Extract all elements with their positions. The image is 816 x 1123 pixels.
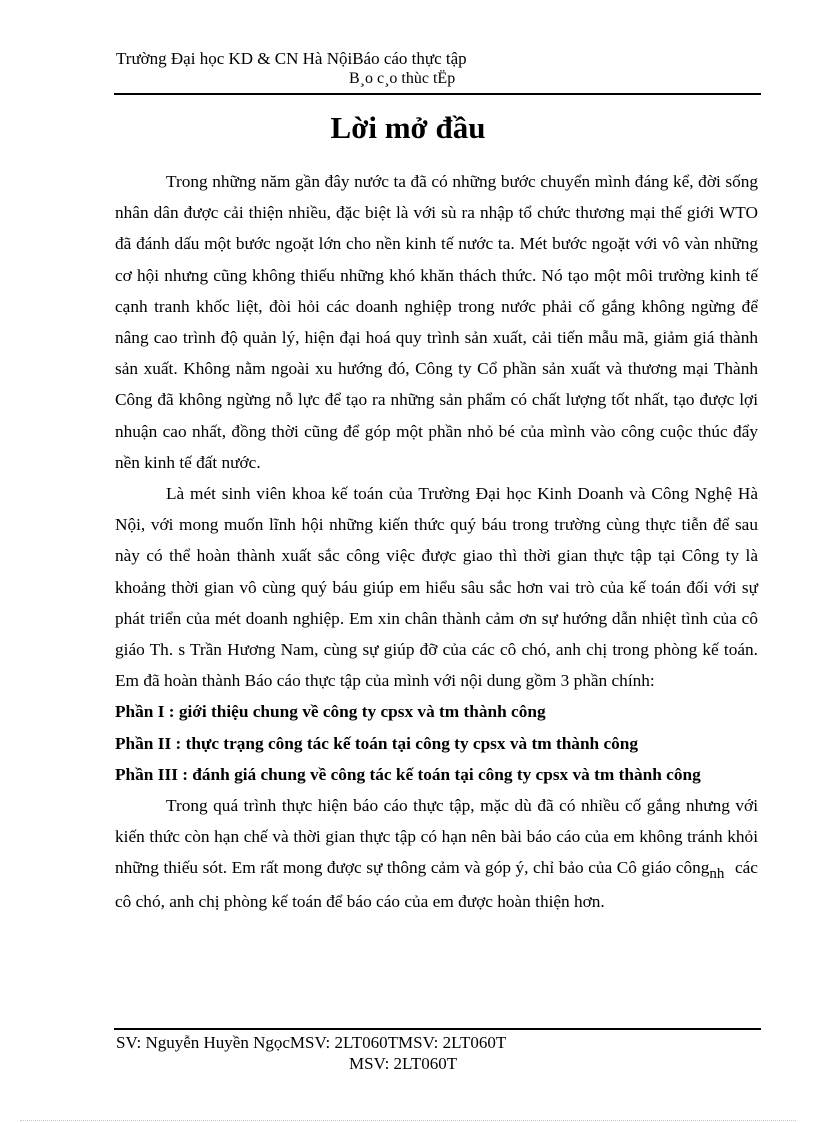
- page-bottom-dotted-border: [20, 1120, 796, 1121]
- page-header-line2: B¸o c¸o thùc tËp: [349, 70, 456, 87]
- header-divider: [114, 93, 761, 95]
- paragraph-student: Là mét sinh viên khoa kế toán của Trường Đại học Kinh Doanh và Công Nghệ Hà Nội, với mong muốn lĩnh hội những kiến thức quý báu trong trường cùng thực tiễn để sau này có thể hoàn thành xuất sắc công việc được giao thì thời gian thực tập tại Công ty là khoảng thời gian vô cùng quý báu giúp em hiểu sâu sắc hơn vai trò của kế toán đối với sự phát triển của mét doanh nghiệp. Em xin chân thành cảm ơn sự hướng dẫn nhiệt tình của cô giáo Th. s Trần Hương Nam, cùng sự giúp đỡ của các cô chó, anh chị trong phòng kế toán. Em đã hoàn thành Báo cáo thực tập của mình với nội dung gồm 3 phần chính:: [115, 484, 758, 691]
- closing-text-a: Trong quá trình thực hiện báo cáo thực tập, mặc dù đã có nhiều cố gắng nhưng với kiến thức còn hạn chế và thời gian thực tập có hạn nên bài báo cáo của em không tránh khỏi những thiếu sót. Em rất mong được sự thông cảm và góp ý, chỉ bảo của Cô giáo công: [115, 796, 758, 878]
- part-1-heading: Phần I : giới thiệu chung về công ty cpsx và tm thành công: [115, 702, 546, 722]
- page-title: Lời mở đầu: [330, 110, 486, 145]
- paragraph-intro: Trong những năm gần đây nước ta đã có những bước chuyển mình đáng kể, đời sống nhân dân được cải thiện nhiều, đặc biệt là với sù ra nhập tổ chức thương mại thế giới WTO đã đánh dấu một bước ngoặt lớn cho nền kinh tế nước ta. Mét bước ngoặt với vô vàn những cơ hội nhưng cũng không thiếu những khó khăn thách thức. Nó tạo một môi trường kinh tế cạnh tranh khốc liệt, đòi hỏi các doanh nghiệp trong nước phải cố gắng không ngừng để nâng cao trình độ quản lý, hiện đại hoá quy trình sản xuất, cải tiến mẫu mã, giảm giá thành sản xuất. Không nằm ngoài xu hướng đó, Công ty Cổ phần sản xuất và thương mại Thành Công đã không ngừng nỗ lực để tạo ra những sản phẩm có chất lượng tốt nhất, tạo được lợi nhuận cao nhất, đồng thời cũng để góp một phần nhỏ bé của mình vào công cuộc thúc đẩy nền kinh tế đất nước.: [115, 172, 758, 472]
- footer-divider: [114, 1028, 761, 1030]
- paragraph-closing: [115, 790, 758, 917]
- page-footer-line1: SV: Nguyễn Huyền NgọcMSV: 2LT060TMSV: 2LT060T: [116, 1033, 507, 1052]
- closing-subscript: nh: [709, 866, 725, 883]
- closing-text-b: các cô chó, anh chị phòng kế toán để báo cáo của em được hoàn thiện hơn.: [115, 858, 758, 911]
- part-2-heading: Phần II : thực trạng công tác kế toán tại công ty cpsx và tm thành công: [115, 733, 639, 753]
- part-3-heading: Phần III : đánh giá chung về công tác kế toán tại công ty cpsx và tm thành công: [115, 764, 701, 784]
- document-body: [115, 166, 758, 917]
- page-footer-line2: MSV: 2LT060T: [349, 1054, 458, 1073]
- page-header-line1: Trường Đại học KD & CN Hà NộiBáo cáo thực tập: [116, 49, 467, 68]
